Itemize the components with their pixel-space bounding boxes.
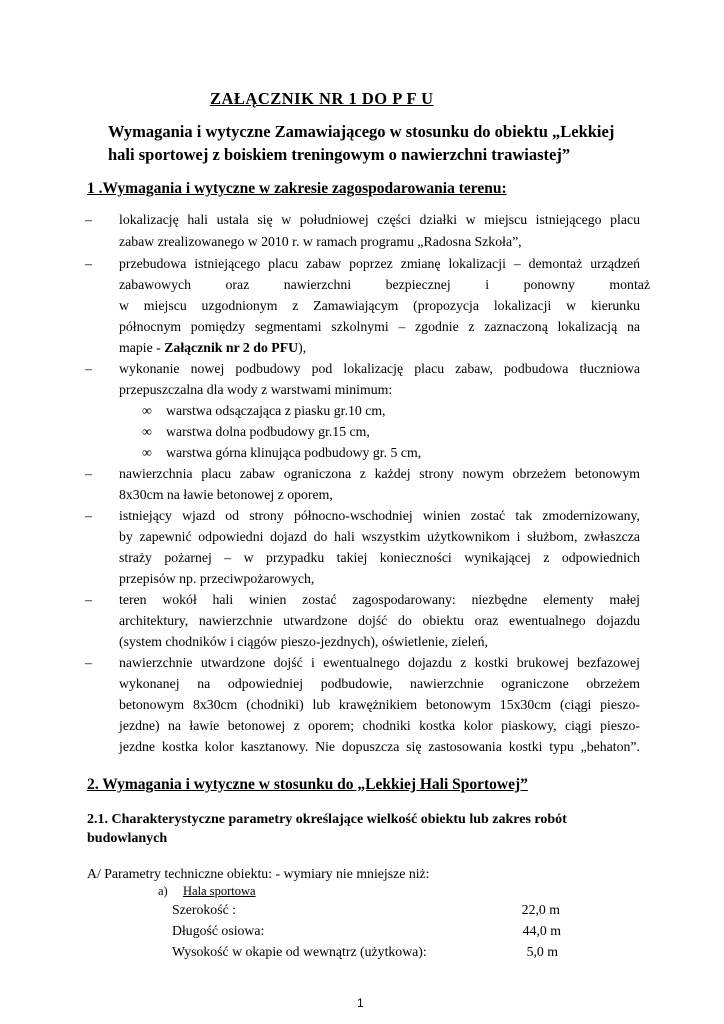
item-5-line-3: straży pożarnej – w przypadku takiej konieczności wynikającej z odpowiednich xyxy=(119,550,640,565)
item-3-line-2: przepuszczalna dla wody z warstwami minimum: xyxy=(119,382,393,397)
section-2-heading: 2. Wymagania i wytyczne w stosunku do „Lekkiej Hali Sportowej” xyxy=(87,776,528,793)
item-7-line-3: betonowym 8x30cm (chodniki) lub krawężnikiem betonowym 15x30cm (ciągi pieszo- xyxy=(119,697,640,712)
item-5-line-2: by zapewnić odpowiedni dojazd do hali wszystkim użytkownikom i służbom, zwłaszcza xyxy=(119,529,640,544)
param-label-height: Wysokość w okapie od wewnątrz (użytkowa): xyxy=(172,944,427,959)
item-4-line-2: 8x30cm na ławie betonowej z oporem, xyxy=(119,487,333,502)
infinity-bullet-icon: ∞ xyxy=(142,445,152,460)
page-number: 1 xyxy=(357,996,364,1010)
list-dash: – xyxy=(85,212,92,227)
section-2-1-heading-line-2: budowlanych xyxy=(87,831,168,846)
item-2-line-2: zabawowych oraz nawierzchni bezpiecznej i ponowny montaż xyxy=(119,277,651,292)
section-2-1-heading-line-1: 2.1. Charakterystyczne parametry określające wielkość obiektu lub zakres robót xyxy=(87,812,567,827)
item-3-line-1: wykonanie nowej podbudowy pod lokalizację placu zabaw, podbudowa tłuczniowa xyxy=(119,361,640,376)
subtitle-line-2: hali sportowej z boiskiem treningowym o nawierzchni trawiastej” xyxy=(108,145,571,164)
item-6-line-1: teren wokół hali winien zostać zagospodarowany: niezbędne elementy małej xyxy=(119,592,640,607)
sub-item-2-text: warstwa dolna podbudowy gr.15 cm, xyxy=(166,424,370,439)
item-6-line-2: architektury, nawierzchnie utwardzone dojść do obiektu oraz ewentualnego dojazdu xyxy=(119,613,640,628)
item-2-line-5-prefix: mapie - xyxy=(119,340,165,355)
sub-item-3 xyxy=(142,445,421,461)
item-7-line-4: jezdne) na ławie betonowej z oporem; chodniki kostka kolor piaskowy, ciągi pieszo- xyxy=(119,718,640,733)
item-2-line-5-suffix: ), xyxy=(298,340,307,355)
item-7-line-1: nawierzchnie utwardzone dojść i ewentualnego dojazdu z kostki brukowej bezfazowej xyxy=(119,655,640,670)
item-6-line-3: (system chodników i ciągów pieszo-jezdnych), oświetlenie, zieleń, xyxy=(119,634,488,649)
item-2-line-5 xyxy=(119,340,640,356)
item-7-line-5: jezdne kostka kolor kasztanowy. Nie dopuszcza się zastosowania kostki typu „behaton”. xyxy=(119,739,640,754)
item-4-line-1: nawierzchnia placu zabaw ograniczona z każdej strony nowym obrzeżem betonowym xyxy=(119,466,640,481)
item-5-line-1: istniejący wjazd od strony północno-wschodniej winien zostać tak zmodernizowany, xyxy=(119,508,640,523)
param-value-length: 44,0 m xyxy=(522,923,561,938)
section-1-heading: 1 .Wymagania i wytyczne w zakresie zagospodarowania terenu: xyxy=(87,180,507,197)
list-marker-a: a) xyxy=(158,884,168,898)
sub-item-3-text: warstwa górna klinująca podbudowy gr. 5 cm, xyxy=(166,445,422,460)
item-1-line-1: lokalizację hali ustala się w południowej części działki w miejscu istniejącego placu xyxy=(119,212,640,227)
attachment-reference: Załącznik nr 2 do PFU xyxy=(164,340,299,355)
param-label-length: Długość osiowa: xyxy=(172,923,265,938)
sub-item-1-text: warstwa odsączająca z piasku gr.10 cm, xyxy=(166,403,386,418)
param-value-height: 5,0 m xyxy=(526,944,558,959)
list-dash: – xyxy=(85,256,92,271)
item-7-line-2: wykonanej na odpowiedniej podbudowie, nawierzchnie ograniczone obrzeżem xyxy=(119,676,640,691)
sports-hall-label: Hala sportowa xyxy=(183,884,256,898)
infinity-bullet-icon: ∞ xyxy=(142,424,152,439)
param-value-width: 22,0 m xyxy=(521,902,560,917)
list-dash: – xyxy=(85,655,92,670)
item-5-line-4: przepisów np. przeciwpożarowych, xyxy=(119,571,315,586)
subtitle-line-1: Wymagania i wytyczne Zamawiającego w stosunku do obiektu „Lekkiej xyxy=(108,122,615,141)
document-title: ZAŁĄCZNIK NR 1 DO P F U xyxy=(210,89,434,108)
list-dash: – xyxy=(85,361,92,376)
param-label-width: Szerokość : xyxy=(172,902,236,917)
item-2-line-3: w miejscu uzgodnionym z Zamawiającym (propozycja lokalizacji w kierunku xyxy=(119,298,640,313)
infinity-bullet-icon: ∞ xyxy=(142,403,152,418)
sub-item-2 xyxy=(142,424,370,440)
item-1-line-2: zabaw zrealizowanego w 2010 r. w ramach programu „Radosna Szkoła”, xyxy=(119,234,522,249)
list-dash: – xyxy=(85,508,92,523)
list-dash: – xyxy=(85,592,92,607)
item-2-line-1: przebudowa istniejącego placu zabaw poprzez zmianę lokalizacji – demontaż urządzeń xyxy=(119,256,640,271)
sub-item-1 xyxy=(142,403,386,419)
parameters-intro: A/ Parametry techniczne obiektu: - wymiary nie mniejsze niż: xyxy=(87,866,430,881)
list-dash: – xyxy=(85,466,92,481)
item-2-line-4: północnym pomiędzy segmentami szkolnymi – zgodnie z zaznaczoną lokalizacją na xyxy=(119,319,640,334)
